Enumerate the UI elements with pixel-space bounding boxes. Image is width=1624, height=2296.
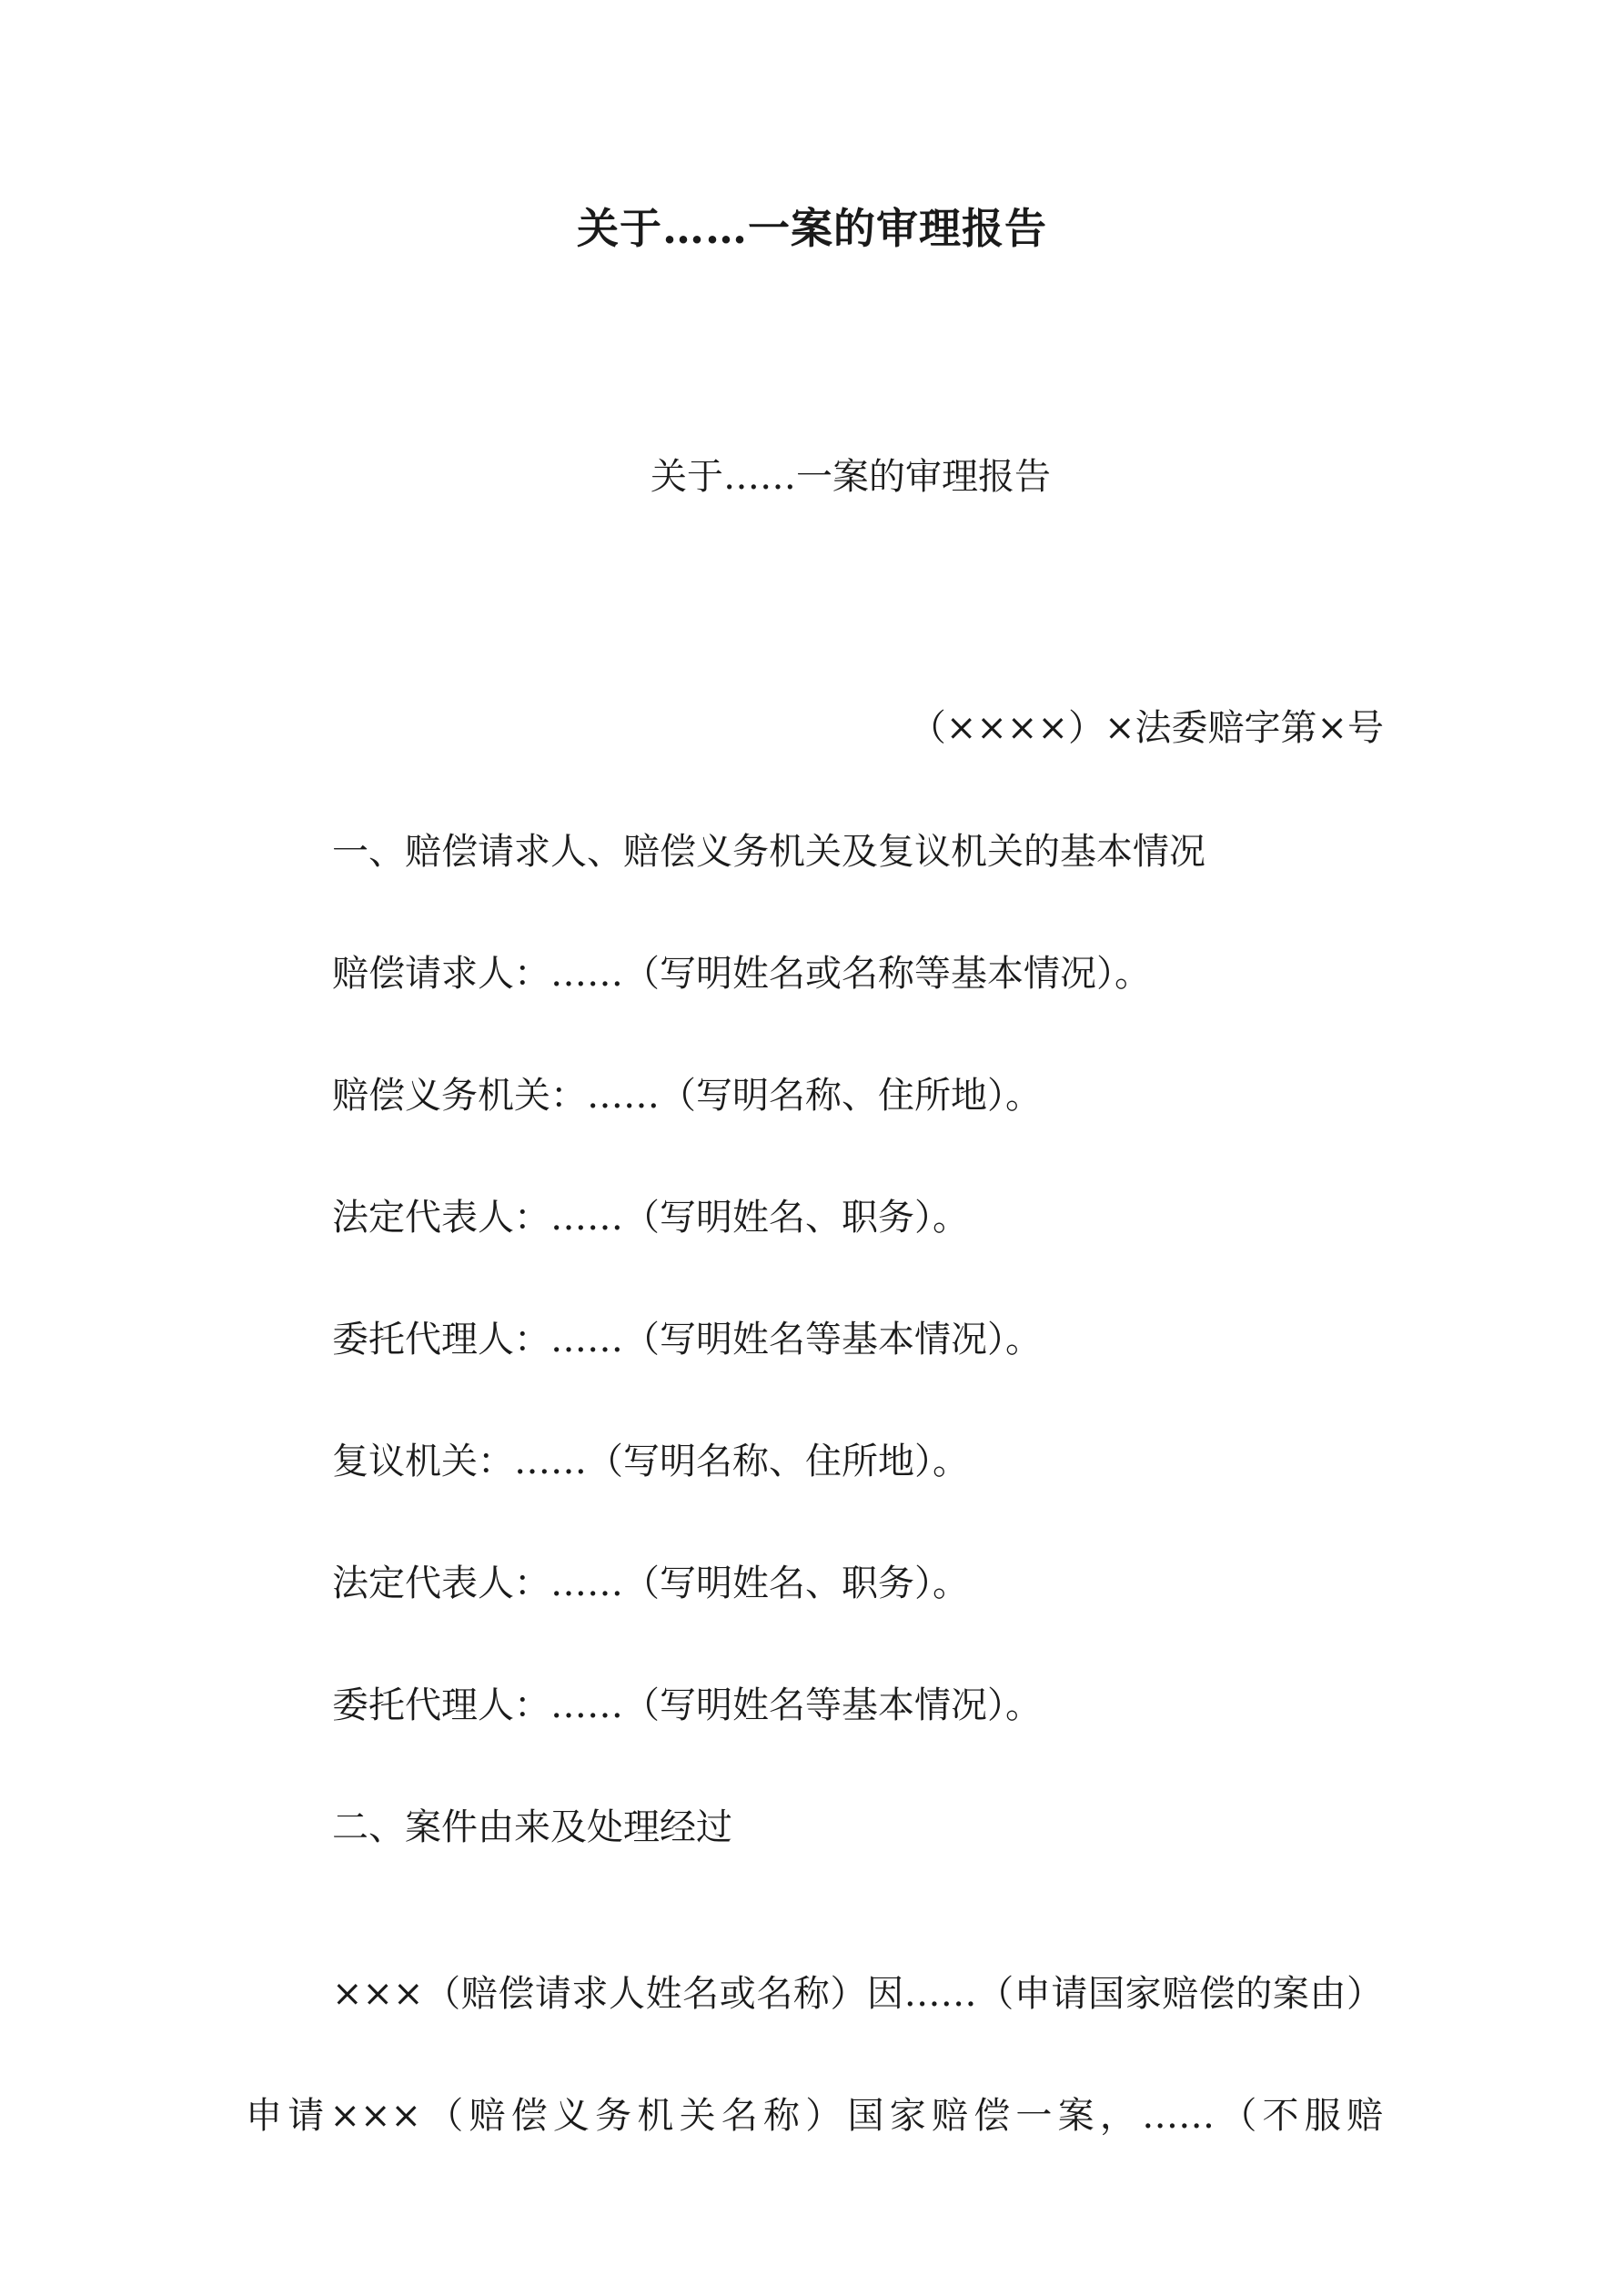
case-history-paragraph: ×××（赔偿请求人姓名或名称）因……（申请国家赔偿的案由）申请×××（赔偿义务机关名称）国家赔偿一案，……（不服赔 bbox=[246, 1973, 1383, 2137]
line-legal-representative: 法定代表人：……（写明姓名、职务）。 bbox=[332, 1197, 969, 1239]
section-heading-parties: 一、赔偿请求人、赔偿义务机关及复议机关的基本情况 bbox=[332, 831, 1205, 873]
document-title: 关于……一案的审理报告 bbox=[577, 204, 1047, 253]
line-review-agency: 复议机关：……（写明名称、住所地）。 bbox=[332, 1441, 969, 1482]
line-obligor-agency: 赔偿义务机关：……（写明名称、住所地）。 bbox=[332, 1075, 1042, 1117]
document-subtitle: 关于……一案的审理报告 bbox=[651, 456, 1051, 498]
document-number: （××××）×法委赔字第×号 bbox=[909, 707, 1384, 749]
line-claimant: 赔偿请求人：……（写明姓名或名称等基本情况）。 bbox=[332, 953, 1151, 995]
section-heading-case-history: 二、案件由来及处理经过 bbox=[332, 1806, 732, 1848]
line-review-legal-representative: 法定代表人：……（写明姓名、职务）。 bbox=[332, 1563, 969, 1604]
line-review-authorized-agent: 委托代理人：……（写明姓名等基本情况）。 bbox=[332, 1684, 1042, 1726]
line-authorized-agent: 委托代理人：……（写明姓名等基本情况）。 bbox=[332, 1319, 1042, 1360]
